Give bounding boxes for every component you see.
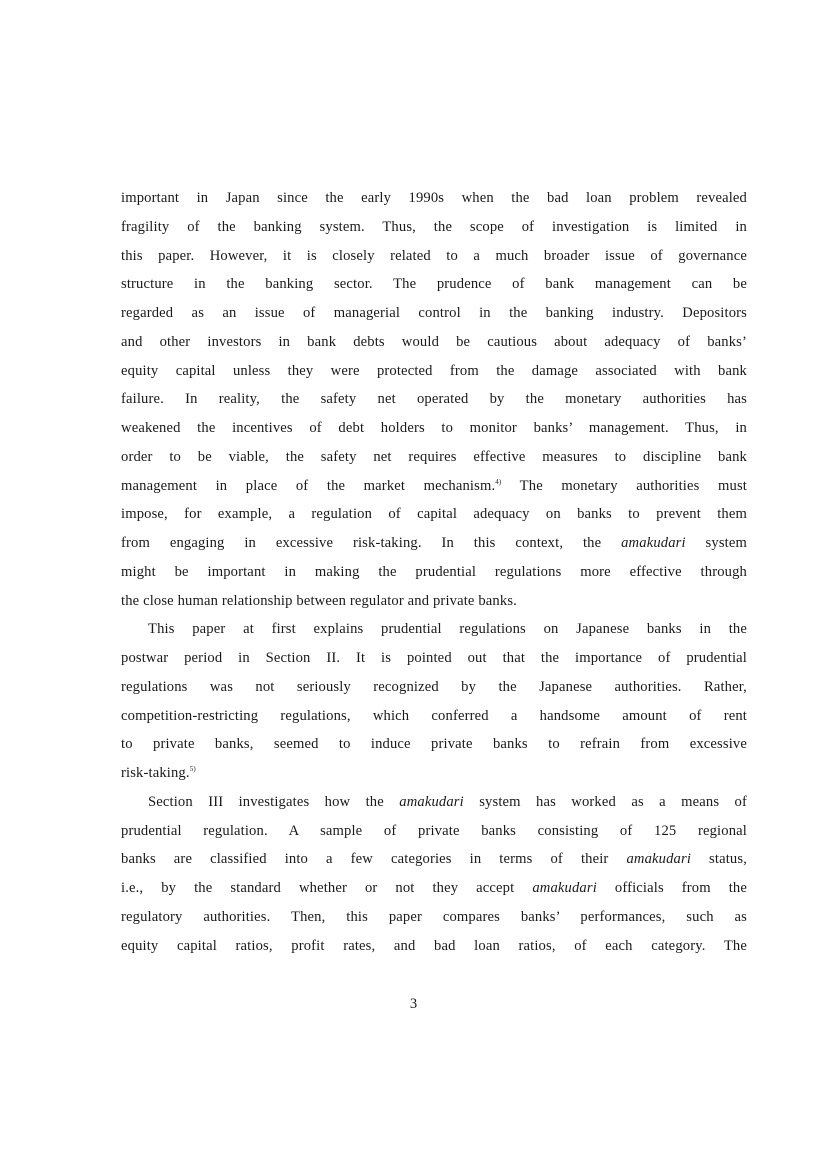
text-segment: this paper. However, it is closely related to a much broader issue of governance xyxy=(121,247,747,264)
text-line xyxy=(121,845,747,874)
italic-term: amakudari xyxy=(399,793,464,810)
text-line xyxy=(121,270,747,299)
text-segment: might be important in making the prudential regulations more effective through xyxy=(121,563,747,580)
text-segment: important in Japan since the early 1990s when the bad loan problem revealed xyxy=(121,190,747,206)
text-segment: prudential regulation. A sample of private banks consisting of 125 regional xyxy=(121,822,747,839)
text-segment: competition-restricting regulations, which conferred a handsome amount of rent xyxy=(121,707,747,724)
text-segment: management in place of the market mechanism. xyxy=(121,477,496,494)
text-line xyxy=(121,500,747,529)
text-segment: the close human relationship between regulator and private banks. xyxy=(121,592,517,609)
text-segment: officials from the xyxy=(596,880,747,896)
text-line xyxy=(121,558,747,587)
text-segment: to private banks, seemed to induce private banks to refrain from excessive xyxy=(121,736,747,753)
text-line xyxy=(121,385,747,414)
text-segment: Section III investigates how the xyxy=(148,793,400,810)
text-segment: equity capital ratios, profit rates, and bad loan ratios, of each category. The xyxy=(121,937,747,954)
paragraph xyxy=(121,788,747,961)
text-line xyxy=(121,472,747,501)
text-segment: order to be viable, the safety net requires effective measures to discipline bank xyxy=(121,448,747,465)
text-segment: status, xyxy=(691,851,747,868)
text-segment: i.e., by the standard whether or not they accept xyxy=(121,880,533,896)
italic-term: amakudari xyxy=(626,851,692,868)
text-segment: weakened the incentives of debt holders to monitor banks’ management. Thus, in xyxy=(121,420,747,436)
text-line xyxy=(121,788,747,817)
text-segment: from engaging in excessive risk-taking. In this context, the xyxy=(121,535,622,551)
text-line xyxy=(121,443,747,472)
paragraph xyxy=(121,184,747,615)
text-segment: postwar period in Section II. It is pointed out that the importance of prudential xyxy=(121,650,747,666)
text-segment: impose, for example, a regulation of capital adequacy on banks to prevent them xyxy=(121,506,747,523)
footnote-ref: 4) xyxy=(495,477,502,486)
italic-term: amakudari xyxy=(621,535,686,551)
text-line xyxy=(121,529,747,558)
text-segment: fragility of the banking system. Thus, the scope of investigation is limited in xyxy=(121,218,747,235)
text-segment: regarded as an issue of managerial control in the banking industry. Depositors xyxy=(121,305,747,321)
body-text xyxy=(121,184,747,960)
text-segment: banks are classified into a few categories in terms of their xyxy=(121,851,627,868)
text-line xyxy=(121,357,747,386)
text-line xyxy=(121,903,747,932)
text-line xyxy=(121,730,747,759)
footnote-ref: 5) xyxy=(189,765,196,773)
text-line xyxy=(121,184,747,213)
text-segment: equity capital unless they were protected from the damage associated with bank xyxy=(121,362,747,379)
text-line xyxy=(121,817,747,846)
text-segment: This paper at first explains prudential regulations on Japanese banks in the xyxy=(148,621,747,638)
text-segment: structure in the banking sector. The prudence of bank management can be xyxy=(121,276,747,293)
text-segment: The monetary authorities must xyxy=(501,477,747,494)
text-segment: regulatory authorities. Then, this paper compares banks’ performances, such as xyxy=(121,908,747,925)
text-segment: and other investors in bank debts would be cautious about adequacy of banks’ xyxy=(121,333,747,350)
text-line xyxy=(121,759,747,788)
paragraph xyxy=(121,615,747,788)
text-segment: system xyxy=(685,535,747,551)
text-line xyxy=(121,213,747,242)
text-line xyxy=(121,874,747,903)
text-line xyxy=(121,242,747,271)
text-line xyxy=(121,932,747,961)
text-line xyxy=(121,299,747,328)
text-line xyxy=(121,615,747,644)
text-segment: regulations was not seriously recognized by the Japanese authorities. Rather, xyxy=(121,678,747,695)
text-line xyxy=(121,587,747,616)
text-line xyxy=(121,673,747,702)
text-segment: risk-taking. xyxy=(121,765,190,781)
text-segment: system has worked as a means of xyxy=(463,793,747,810)
text-line xyxy=(121,644,747,673)
text-segment: failure. In reality, the safety net operated by the monetary authorities has xyxy=(121,391,747,408)
text-line xyxy=(121,414,747,443)
italic-term: amakudari xyxy=(532,880,597,896)
page-number: 3 xyxy=(409,996,418,1012)
text-line xyxy=(121,702,747,731)
text-line xyxy=(121,328,747,357)
